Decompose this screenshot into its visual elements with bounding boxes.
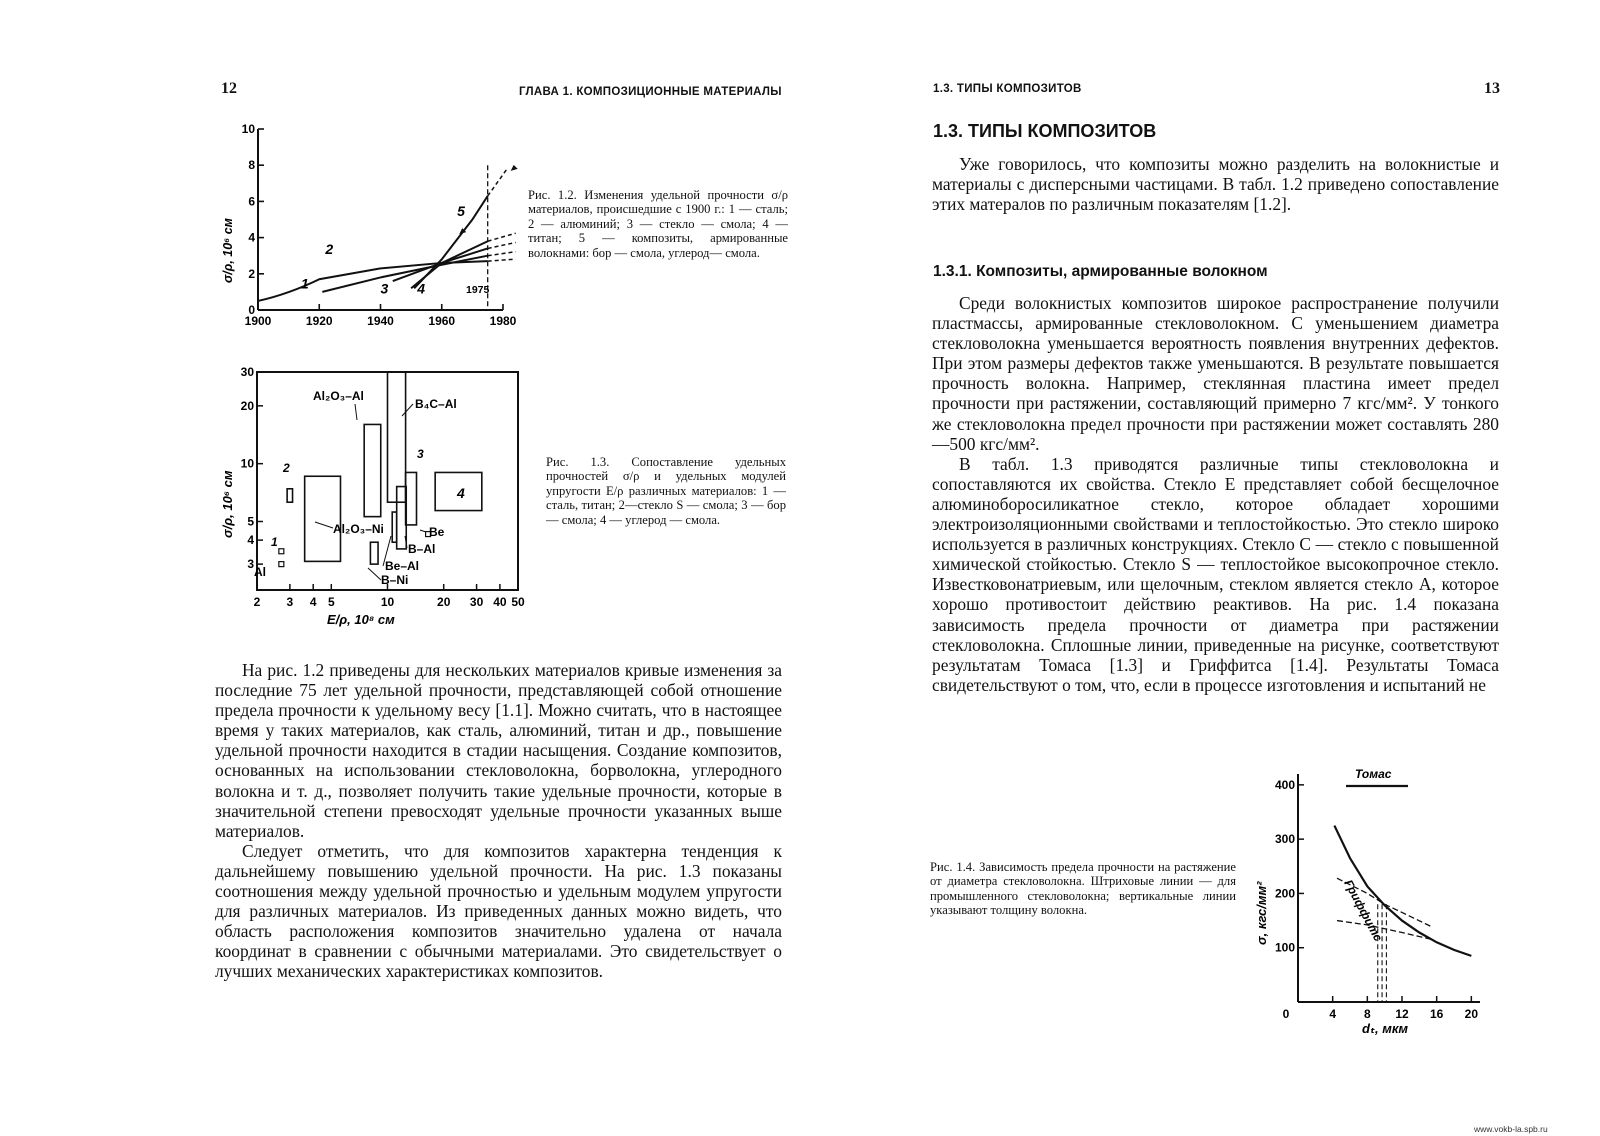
figure-1-4-xlabel: dₜ, мкм	[1362, 1021, 1409, 1036]
figure-1-3-leader	[315, 522, 333, 528]
figure-1-4-y-tick-label: 100	[1274, 940, 1295, 955]
figure-1-4-x-tick-label: 0	[1282, 1007, 1290, 1021]
running-header-left: ГЛАВА 1. КОМПОЗИЦИОННЫЕ МАТЕРИАЛЫ	[519, 86, 782, 98]
figure-1-2-y-tick-label: 4	[248, 230, 255, 245]
figure-1-4-ylabel: σ, кгс/мм²	[1254, 881, 1269, 945]
figure-1-4-y-tick-label: 400	[1274, 777, 1295, 792]
figure-1-2-arrow-up	[511, 165, 518, 171]
figure-1-2-chart	[218, 115, 518, 340]
figure-1-3-y-tick-label: 3	[247, 557, 254, 572]
figure-1-3-y-tick-label: 20	[240, 398, 254, 413]
right-intro-paragraph: Уже говорилось, что композиты можно разделить на волокнистые и материалы с дисперсными частицами. В табл. 1.2 приведено сопоставление этих матералов по различным показателям [1.2].	[932, 154, 1499, 215]
figure-1-3-region-label: Al	[254, 565, 266, 579]
figure-1-3-x-tick-label: 2	[253, 595, 261, 609]
figure-1-2-y-tick-label: 2	[248, 266, 255, 281]
figure-1-3-x-tick-label: 4	[309, 595, 317, 609]
figure-1-2-x-tick-label: 1980	[489, 314, 517, 328]
figure-1-2-extrapolation-5	[488, 168, 508, 196]
figure-1-2-x-tick-label: 1900	[244, 314, 272, 328]
figure-1-3-region	[370, 542, 378, 564]
figure-1-3-region-label: 4	[457, 485, 465, 501]
figure-1-3-chart	[205, 360, 535, 630]
figure-1-3-region-label: 2	[283, 461, 290, 475]
figure-1-2-curve-label: 2	[325, 240, 334, 257]
figure-1-3-region	[305, 476, 341, 561]
figure-1-2-ticks	[242, 122, 517, 328]
left-paragraph-1: На рис. 1.2 приведены для нескольких материалов кривые изменения за последние 75 лет удельной прочности, представляющей собой отношение предела прочности к удельному весу [1.1]. Можно считать, что в настоящее время у таких материалов, как сталь, алюминий, титан и др., повышение удельной прочности находится в стадии насыщения. Создание композитов, основанных на использовании стекловолокна, борволокна, углеродного волокна и т. д., позволяет получить такие удельные прочности, которые в значительной степени превосходят удельные прочности указанных выше материалов.	[215, 660, 782, 841]
figure-1-2-curve-label: 3	[380, 280, 389, 297]
figure-1-2-y-tick-label: 6	[248, 194, 255, 209]
figure-1-2-x-tick-label: 1960	[428, 314, 456, 328]
figure-1-3-x-tick-label: 10	[380, 595, 395, 609]
figure-1-4-x-tick-label: 20	[1464, 1007, 1479, 1021]
figure-1-3-region-label: 3	[417, 447, 424, 461]
figure-1-3-leader	[368, 568, 381, 580]
figure-1-3-region-label: Be	[429, 525, 445, 539]
figure-1-3-ylabel: σ/ρ, 10⁶ см	[220, 470, 235, 538]
figure-1-2-extrapolation-1	[488, 259, 516, 261]
figure-1-3-xlabel: E/ρ, 10⁸ см	[327, 612, 395, 627]
figure-1-4-x-tick-label: 8	[1363, 1007, 1371, 1021]
figure-1-3-x-tick-label: 50	[511, 595, 525, 609]
figure-1-4-caption: Рис. 1.4. Зависимость предела прочности на растяжение от диаметра стекловолокна. Штриховые линии — для промышленного стекловолокна; вертикальные линии указывают толщину волокна.	[930, 860, 1236, 918]
figure-1-3-y-tick-label: 5	[247, 514, 254, 529]
figure-1-3-x-tick-label: 20	[437, 595, 451, 609]
figure-1-3-y-tick-label: 10	[240, 456, 254, 471]
figure-1-2-series-5	[414, 196, 488, 288]
figure-1-3-region-label: B–Al	[408, 542, 436, 556]
figure-1-4-curve-label: Гриффитс	[1341, 877, 1386, 944]
figure-1-3-region	[364, 424, 381, 516]
figure-1-3-point	[279, 549, 284, 554]
figure-1-4-y-tick-label: 300	[1274, 832, 1295, 847]
running-header-right: 1.3. ТИПЫ КОМПОЗИТОВ	[933, 83, 1082, 95]
page-number-right: 13	[1484, 80, 1500, 97]
figure-1-2-extrapolation-3	[488, 242, 516, 248]
figure-1-3-region-label: B–Ni	[381, 573, 409, 587]
figure-1-3-caption: Рис. 1.3. Сопоставление удельных прочностей σ/ρ и удельных модулей упругости E/ρ различных материалов: 1 — сталь, титан; 2—стекло S — смола; 3 — бор — смола; 4 — углерод — смола.	[546, 455, 786, 527]
right-body-text	[932, 293, 1499, 695]
figure-1-4-x-tick-label: 16	[1429, 1007, 1444, 1021]
figure-1-3-region	[406, 472, 417, 524]
right-paragraph-1: Среди волокнистых композитов широкое распространение получили пластмассы, армированные стекловолокном. С уменьшением диаметра стекловолокна уменьшается вероятность появления внутренних дефектов. При этом размеры дефектов также уменьшаются. В результате повышается прочность волокна. Например, стеклянная пластина имеет предел прочности при растяжении, составляющий примерно 7 кгс/мм². У тонкого же стекловолокна предел прочности при растяжении может составлять 280—500 кгс/мм².	[932, 293, 1499, 454]
figure-1-4-series	[1334, 826, 1471, 1002]
figure-1-2-ylabel: σ/ρ, 10⁶ см	[221, 218, 235, 283]
figure-1-3-region-label: Al₂O₃–Al	[313, 389, 364, 403]
figure-1-2-caption: Рис. 1.2. Изменения удельной прочности σ/ρ материалов, происшедшие с 1900 г.: 1 — сталь; 2 — алюминий; 3 — стекло — смола; 4 — титан; 5 — композиты, армированные волокнами: бор — смола, углерод— смола.	[528, 188, 788, 260]
left-paragraph-2: Следует отметить, что для композитов характерна тенденция к дальнейшему повышению удельной прочности. На рис. 1.3 показаны соотношения между удельной прочностью и удельным модулем упругости для различных материалов. Из приведенных данных можно видеть, что область расположения композитов значительно удалена от начала координат в сравнении с обычными материалами. Это свидетельствует о лучших механических характеристиках композитов.	[215, 840, 782, 982]
figure-1-2-y-tick-label: 10	[241, 122, 255, 136]
figure-1-3-region	[287, 489, 292, 502]
figure-1-3-region-label: 1	[271, 535, 278, 549]
watermark: www.vokb-la.spb.ru	[1474, 1124, 1548, 1134]
figure-1-2-curve-label: 4	[417, 280, 426, 297]
page-number-left: 12	[221, 80, 237, 97]
section-title: 1.3. ТИПЫ КОМПОЗИТОВ	[933, 121, 1157, 141]
figure-1-3-region-label: Be–Al	[385, 559, 420, 573]
figure-1-3-x-tick-label: 40	[493, 595, 507, 609]
figure-1-3-x-tick-label: 3	[286, 595, 294, 609]
figure-1-2-curve-label: 5	[457, 202, 465, 219]
figure-1-2-extrapolation-4	[488, 233, 516, 241]
figure-1-3-regions	[254, 372, 482, 587]
right-intro-text	[932, 154, 1499, 214]
figure-1-2-marker-label: 1975	[466, 284, 490, 296]
figure-1-3-region-label: Al₂O₃–Ni	[333, 522, 384, 536]
figure-1-2-curve-label: 1	[300, 275, 309, 292]
figure-1-3-region	[388, 372, 406, 502]
subsection-title: 1.3.1. Композиты, армированные волокном	[933, 263, 1268, 280]
figure-1-3-leader	[402, 404, 413, 416]
figure-1-3-point	[279, 562, 284, 567]
figure-1-3-y-tick-label: 30	[240, 365, 254, 379]
figure-1-2-x-tick-label: 1920	[305, 314, 333, 328]
left-body-text	[215, 660, 782, 982]
figure-1-2-extrapolation-2	[488, 252, 516, 256]
figure-1-4-axes	[1298, 774, 1480, 1002]
figure-1-4-legend-thomas: Томас	[1355, 767, 1392, 781]
figure-1-4-chart	[1240, 760, 1490, 1045]
figure-1-3-region-label: B₄C–Al	[415, 397, 457, 411]
figure-1-4-x-tick-label: 12	[1395, 1007, 1409, 1021]
figure-1-3-x-tick-label: 5	[327, 595, 335, 609]
figure-1-4-x-tick-label: 4	[1329, 1007, 1337, 1021]
figure-1-2-series-1	[258, 261, 488, 301]
figure-1-2-x-tick-label: 1940	[367, 314, 394, 328]
figure-1-2-y-tick-label: 0	[248, 303, 255, 317]
figure-1-3-y-tick-label: 4	[247, 533, 254, 548]
right-paragraph-2: В табл. 1.3 приводятся различные типы стекловолокна и сопоставляются их свойства. Стекло E представляет собой бесщелочное алюминоборосиликатное стекло, которое обладает хорошими электроизоляционными свойствами и теплостойкостью. Это стекло широко используется в различных конструкциях. Стекло C — стекло с повышенной химической стойкостью. Стекло S — теплостойкое высокопрочное стекло. Известковонатриевым, или щелочным, стеклом является стекло A, которое хорошо противостоит действию реактивов. На рис. 1.4 показана зависимость предела прочности от диаметра при растяжении стекловолокна. Сплошные линии, приведенные на рисунке, соответствуют результатам Томаса [1.3] и Гриффитса [1.4]. Результаты Томаса свидетельствуют о том, что, если в процессе изготовления и испытаний не	[932, 453, 1499, 695]
figure-1-2-y-tick-label: 8	[248, 158, 255, 173]
figure-1-3-x-tick-label: 30	[469, 595, 484, 609]
figure-1-3-leader	[355, 404, 357, 420]
figure-1-3-region	[392, 512, 396, 542]
figure-1-4-y-tick-label: 200	[1274, 886, 1295, 901]
